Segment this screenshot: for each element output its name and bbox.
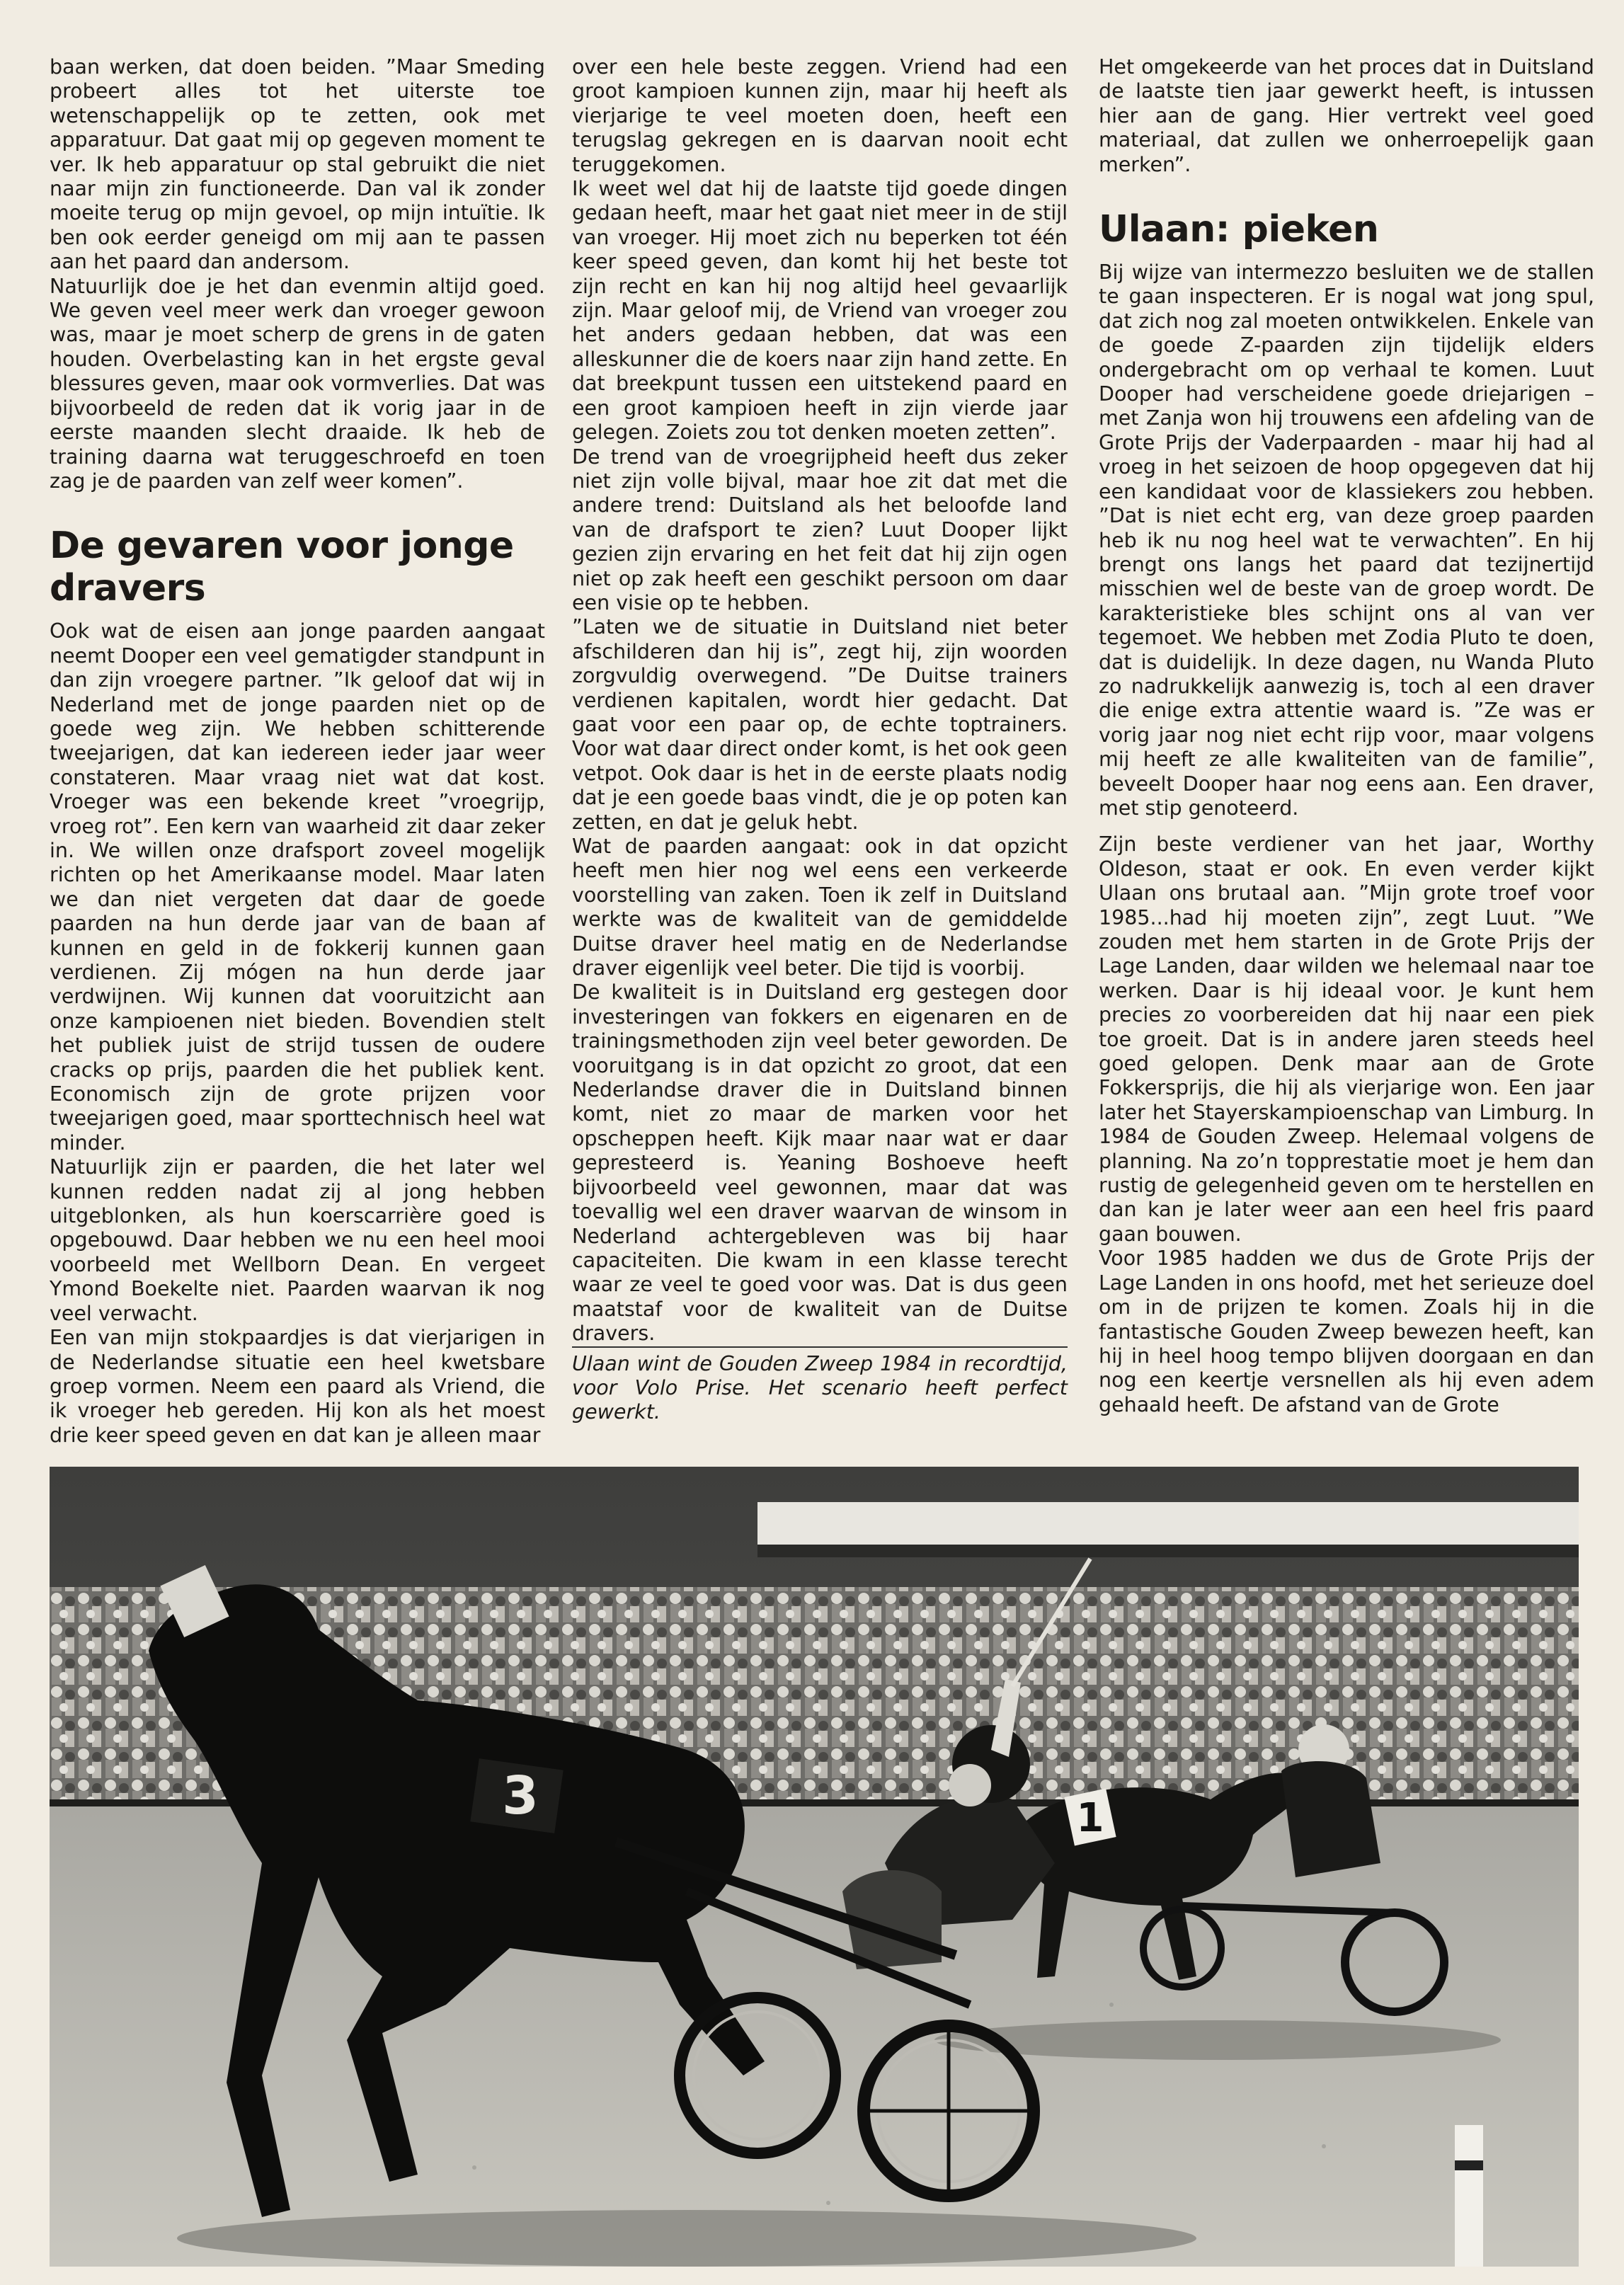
paragraph: over een hele beste zeggen. Vriend had een groot kampioen kunnen zijn, maar hij heeft als vierjarige te veel moeten doen, heeft een terugslag gekregen en is daarvan nooit echt teruggekomen.: [572, 55, 1068, 176]
paragraph: Natuurlijk zijn er paarden, die het later wel kunnen redden nadat zij al jong hebben uitgeblonken, als hun koerscarrière goed is opgebouwd. Daar hebben we nu een heel mooi voorbeeld met Wellborn Dean. En vergeet Ymond Boekelte niet. Paarden waarvan ik nog veel verwacht.: [50, 1155, 545, 1325]
paragraph: Zijn beste verdiener van het jaar, Worthy Oldeson, staat er ook. En even verder kijkt Ulaan ons brutaal aan. ”Mijn grote troef voor 1985...had hij moeten zijn”, zegt Luut. ”We zouden met hem starten in de Grote Prijs der Lage Landen, daar wilden we helemaal naar toe werken. Daar is hij ideaal voor. Je kunt hem precies zo voorbereiden dat hij naar een piek toe groeit. Dat is in andere jaren steeds heel goed gelopen. Denk maar aan de Grote Fokkersprijs, die hij als vierjarige won. Een jaar later het Stayerskampioenschap van Limburg. In 1984 de Gouden Zweep. Helemaal volgens de planning. Na zo’n topprestatie moet je hem dan rustig de gelegenheid geven om te herstellen en dan kan je later weer aan een heel fris paard gaan bouwen.: [1099, 832, 1594, 1246]
article-column-1: [50, 55, 545, 1448]
paragraph: Wat de paarden aangaat: ook in dat opzicht heeft men hier nog wel eens een verkeerde voorstelling van zaken. Toen ik zelf in Duitsland werkte was de kwaliteit van de gemiddelde Duitse draver heel matig en de Nederlandse draver eigenlijk veel beter. Die tijd is voorbij.: [572, 835, 1068, 980]
paragraph: Ik weet wel dat hij de laatste tijd goede dingen gedaan heeft, maar het gaat niet meer in de stijl van vroeger. Hij moet zich nu beperken tot één keer speed geven, dan komt hij het beste tot zijn recht en kan hij nog altijd heel gevaarlijk zijn. Maar geloof mij, de Vriend van vroeger zou het anders gedaan hebben, dat was een alleskunner die de koers naar zijn hand zette. En dat breekpunt tussen een uitstekend paard en een groot kampioen heeft in zijn vierde jaar gelegen. Zoiets zou tot denken moeten zetten”.: [572, 177, 1068, 445]
paragraph: baan werken, dat doen beiden. ”Maar Smeding probeert alles tot het uiterste toe wetenschappelijk op te zetten, ook met apparatuur. Dat gaat mij op gegeven moment te ver. Ik heb apparatuur op stal gebruikt die niet naar mijn zin functioneerde. Dan val ik zonder moeite terug op mijn gevoel, op mijn intuïtie. Ik ben ook eerder geneigd om mij aan te passen aan het paard dan andersom.: [50, 55, 545, 274]
harness-race-photo: [50, 1467, 1579, 2267]
photo-caption: Ulaan wint de Gouden Zweep 1984 in recordtijd, voor Volo Prise. Het scenario heeft perfect gewerkt.: [572, 1346, 1068, 1425]
cloth-number: 1: [1076, 1795, 1104, 1841]
race-photo-illustration: [50, 1467, 1579, 2267]
article-column-3: [1099, 55, 1594, 1417]
paragraph: Een van mijn stokpaardjes is dat vierjarigen in de Nederlandse situatie een heel kwetsbare groep vormen. Neem een paard als Vriend, die ik vroeger heb gereden. Hij kon als het moest drie keer speed geven en dat kan je alleen maar: [50, 1326, 545, 1447]
cloth-number: 3: [502, 1765, 539, 1826]
paragraph: Voor 1985 hadden we dus de Grote Prijs der Lage Landen in ons hoofd, met het serieuze doel om in de prijzen te komen. Zoals hij in die fantastische Gouden Zweep bewezen heeft, kan hij in heel hoog tempo blijven doorgaan en dan nog een keertje versnellen als hij even adem gehaald heeft. De afstand van de Grote: [1099, 1247, 1594, 1416]
paragraph: De trend van de vroegrijpheid heeft dus zeker niet zijn volle bijval, maar hoe zit dat met die andere trend: Duitsland als het beloofde land van de drafsport te zien? Luut Dooper lijkt gezien zijn ervaring en het feit dat hij zijn ogen niet op zak heeft een geschikt persoon om daar een visie op te hebben.: [572, 445, 1068, 614]
paragraph: Natuurlijk doe je het dan evenmin altijd goed. We geven veel meer werk dan vroeger gewoon was, maar je moet scherp de grens in de gaten houden. Overbelasting kan in het ergste geval blessures geven, maar ook vormverlies. Dat was bijvoorbeeld de reden dat ik vorig jaar in de eerste maanden slecht draaide. Ik heb de training daarna wat teruggeschroefd en toen zag je de paarden van zelf weer komen”.: [50, 274, 545, 493]
paragraph: Het omgekeerde van het proces dat in Duitsland de laatste tien jaar gewerkt heeft, is intussen hier aan de gang. Hier vertrekt veel goed materiaal, dat zullen we onherroepelijk gaan merken”.: [1099, 55, 1594, 176]
article-column-2: [572, 55, 1068, 1425]
paragraph: Ook wat de eisen aan jonge paarden aangaat neemt Dooper een veel gematigder standpunt in dan zijn vroegere partner. ”Ik geloof dat wij in Nederland met de jonge paarden niet op de goede weg zijn. We hebben schitterende tweejarigen, dat kan iedereen ieder jaar weer constateren. Maar vraag niet wat dat kost. Vroeger was een bekende kreet ”vroegrijp, vroeg rot”. Een kern van waarheid zit daar zeker in. We willen onze drafsport zoveel mogelijk richten op het Amerikaanse model. Maar laten we dan niet vergeten dat daar de goede paarden na hun derde jaar van de baan af kunnen en geld in de fokkerij kunnen gaan verdienen. Zij mógen na hun derde jaar verdwijnen. Wij kunnen dat vooruitzicht aan onze kampioenen niet bieden. Bovendien stelt het publiek juist de strijd tussen de oudere cracks op prijs, paarden die het publiek kent. Economisch zijn de grote prijzen voor tweejarigen goed, maar sporttechnisch heel wat minder.: [50, 619, 545, 1155]
section-heading: De gevaren voor jonge dravers: [50, 525, 514, 610]
stand-roof: [757, 1502, 1579, 1545]
rail-post: [1455, 2125, 1483, 2267]
paragraph: Bij wijze van intermezzo besluiten we de stallen te gaan inspecteren. Er is nogal wat jong spul, dat zich nog zal moeten ontwikkelen. Enkele van de goede Z-paarden zijn tijdelijk elders ondergebracht om op verhaal te komen. Luut Dooper had verscheidene goede driejarigen – met Zanja won hij trouwens een afdeling van de Grote Prijs der Vaderpaarden - maar hij had al vroeg in het seizoen de hoop opgegeven dat hij een kandidaat voor de klassiekers zou hebben. ”Dat is niet echt erg, van deze groep paarden heb ik nu nog heel wat te verwachten”. En hij brengt ons langs het paard dat tezijnertijd misschien wel de beste van de groep wordt. De karakteristieke bles schijnt ons al van ver tegemoet. We hebben met Zodia Pluto te doen, dat is duidelijk. In deze dagen, nu Wanda Pluto zo nadrukkelijk aanwezig is, toch al een draver die enige extra attentie waard is. ”Ze was er vorig jaar nog niet echt rijp voor, maar volgens mij heeft ze alle kwaliteiten van de familie”, beveelt Dooper haar nog eens aan. Een draver, met stip genoteerd.: [1099, 260, 1594, 820]
paragraph: ”Laten we de situatie in Duitsland niet beter afschilderen dan hij is”, zegt hij, zijn woorden zorgvuldig overwegend. ”De Duitse trainers verdienen kapitalen, wordt hier gedacht. Dat gaat voor een paar op, de echte toptrainers. Voor wat daar direct onder komt, is het ook geen vetpot. Ook daar is het in de eerste plaats nodig dat je een goede baas vindt, die je op poten kan zetten, en dat je geluk hebt.: [572, 615, 1068, 834]
section-heading: Ulaan: pieken: [1099, 208, 1379, 251]
paragraph: De kwaliteit is in Duitsland erg gestegen door investeringen van fokkers en eigenaren en de trainingsmethoden zijn veel beter geworden. De vooruitgang is in dat opzicht zo groot, dat een Nederlandse draver die in Duitsland binnen komt, niet zo maar de marken voor het opscheppen heeft. Kijk maar naar wat er daar gepresteerd is. Yeaning Boshoeve heeft bijvoorbeeld veel gewonnen, maar dat was toevallig wel een draver waarvan de winsom in Nederland achtergebleven was bij haar capaciteiten. Die kwam in een klasse terecht waar ze veel te goed voor was. Dat is dus geen maatstaf voor de kwaliteit van de Duitse dravers.: [572, 980, 1068, 1346]
